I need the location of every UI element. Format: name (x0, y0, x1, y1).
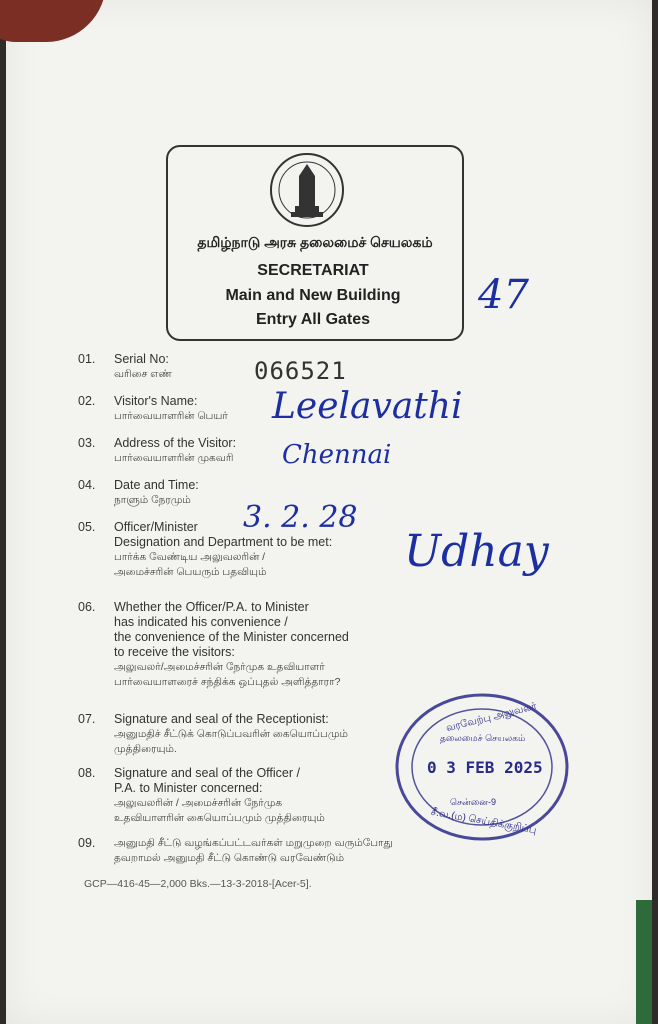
print-code: GCP—416-45—2,000 Bks.—13-3-2018-[Acer-5]. (84, 878, 312, 890)
thumb (0, 0, 106, 42)
emblem-icon (268, 150, 346, 230)
stamp-date: 0 3 FEB 2025 (427, 758, 543, 777)
stamp-bottom-text: சீ.வ.(ம) செய்திக்குறிப்பு (429, 806, 538, 837)
handwritten-address: Chennai (282, 440, 392, 470)
stamp-city: சென்னை-9 (450, 797, 496, 807)
tamil-header: தமிழ்நாடு அரசு தலைமைச் செயலகம் (197, 234, 433, 250)
stamp-mid-text: தலைமைச் செயலகம் (440, 733, 526, 743)
stamp-top-text: வரவேற்பு அலுவலர் (444, 700, 538, 735)
secretariat-title: SECRETARIAT (257, 262, 369, 279)
serial-number: 066521 (254, 357, 347, 385)
handwritten-name: Leelavathi (272, 386, 463, 427)
handwritten-officer: Udhay (404, 526, 549, 577)
handwritten-date: 3. 2. 28 (243, 500, 358, 535)
gates-subtitle: Entry All Gates (255, 311, 371, 328)
corner-handwritten-mark: 47 (478, 272, 529, 318)
background-edge (636, 900, 652, 1024)
building-subtitle: Main and New Building (225, 287, 401, 304)
